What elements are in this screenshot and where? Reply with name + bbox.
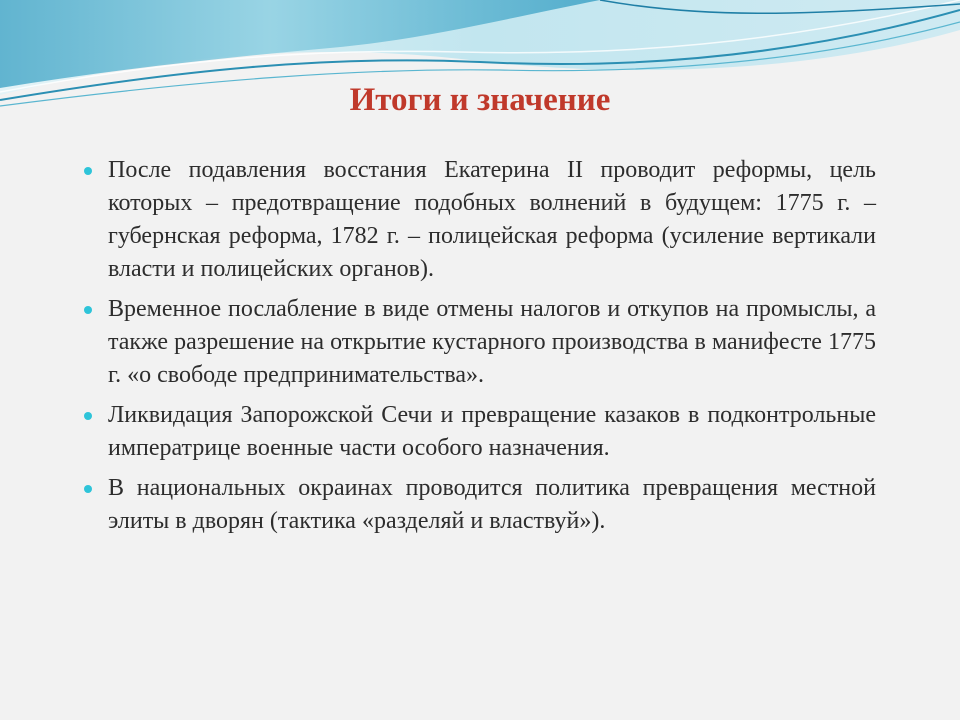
bullet-dot-icon	[84, 167, 92, 175]
slide-title: Итоги и значение	[349, 82, 611, 118]
list-item	[82, 293, 876, 392]
bullet-text: После подавления восстания Екатерина II проводит реформы, цель которых – предотвращение подобных волнений в будущем: 1775 г. – губернская реформа, 1782 г. – полицейская реформа (усиление вертикали власти и полицейских органов).	[108, 157, 876, 282]
bullet-dot-icon	[84, 306, 92, 314]
list-item	[82, 154, 876, 286]
list-item	[82, 399, 876, 465]
bullet-text: Ликвидация Запорожской Сечи и превращение казаков в подконтрольные императрице военные части особого назначения.	[108, 402, 876, 461]
bullet-list	[82, 154, 876, 545]
bullet-text: В национальных окраинах проводится политика превращения местной элиты в дворян (тактика «разделяй и властвуй»).	[108, 475, 876, 534]
bullet-dot-icon	[84, 412, 92, 420]
bullet-dot-icon	[84, 485, 92, 493]
list-item	[82, 472, 876, 538]
bullet-text: Временное послабление в виде отмены налогов и откупов на промыслы, а также разрешение на открытие кустарного производства в манифесте 1775 г. «о свободе предпринимательства».	[108, 296, 876, 388]
